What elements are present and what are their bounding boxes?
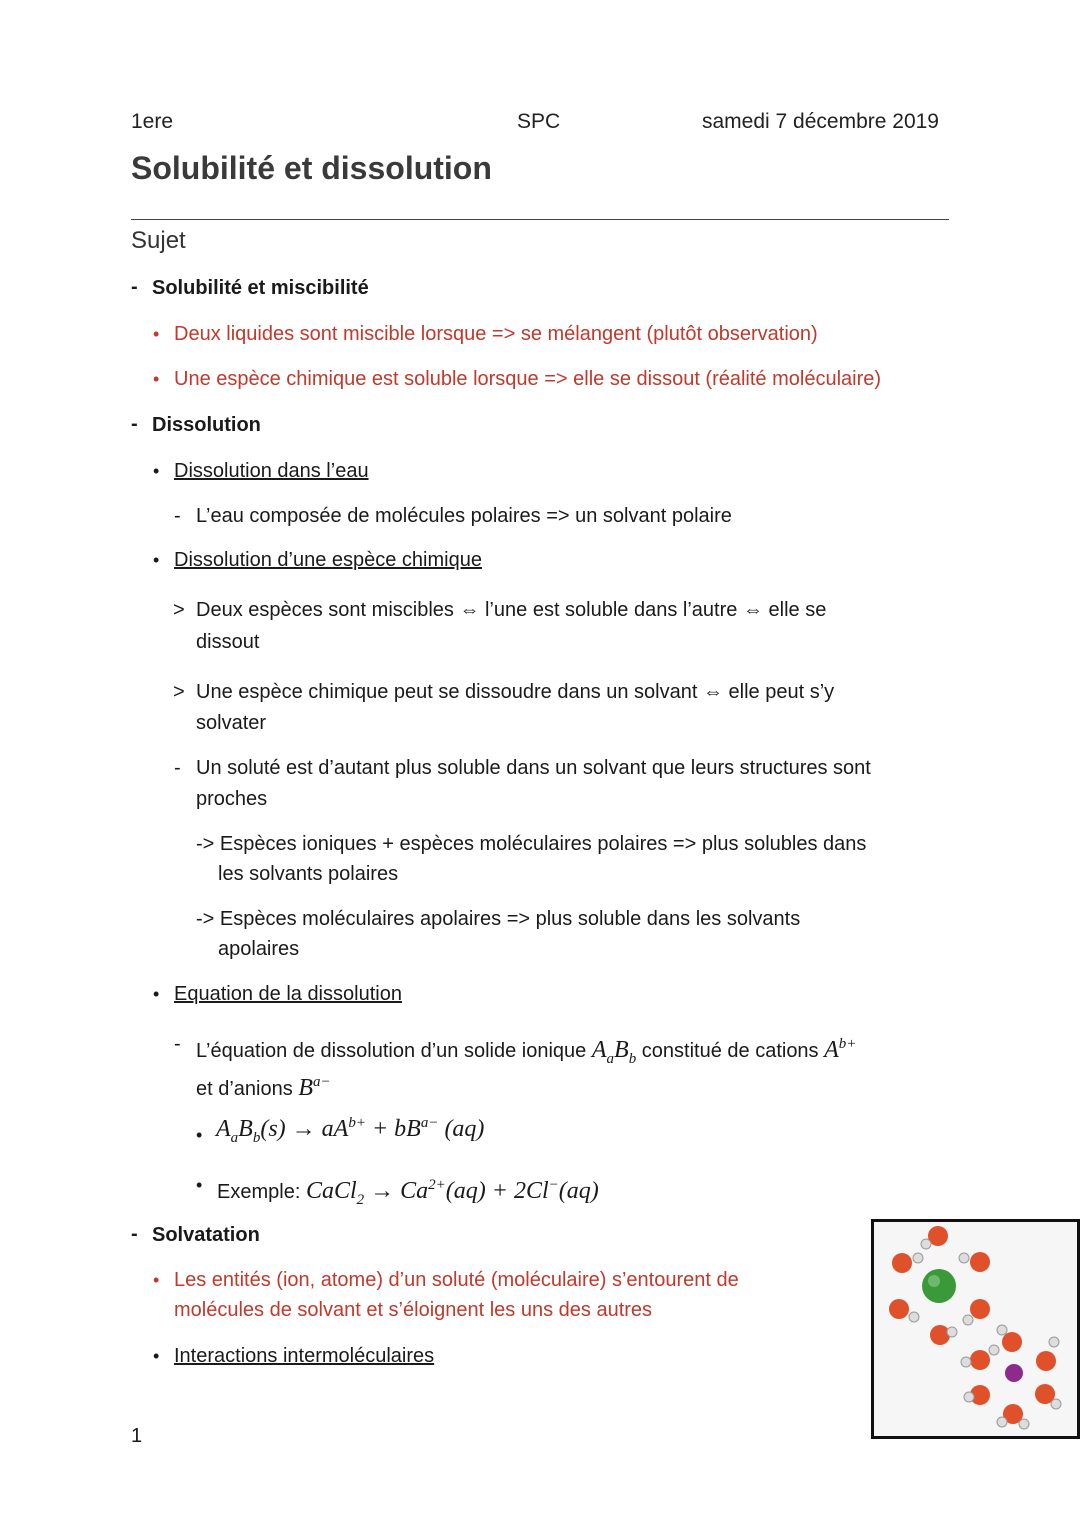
text-solvater-2: solvater: [196, 712, 267, 734]
dash-marker: -: [131, 413, 138, 435]
sub-dissolution-eau: Dissolution dans l’eau: [174, 460, 369, 482]
header-date: samedi 7 décembre 2019: [702, 110, 939, 133]
text-ioniques-2: les solvants polaires: [218, 863, 399, 885]
text-cations: constitué de cations: [641, 1040, 819, 1062]
text-soluble: Une espèce chimique est soluble lorsque => elle se dissout (réalité moléculaire): [174, 368, 882, 390]
heading-solvatation: Solvatation: [152, 1224, 260, 1246]
dash-marker: -: [131, 1223, 138, 1245]
text-structures-2: proches: [196, 788, 268, 810]
heading-dissolution: Dissolution: [152, 414, 261, 436]
text-anions: et d’anions: [196, 1078, 293, 1100]
text-apolaires-2: apolaires: [218, 938, 300, 960]
page-title: Solubilité et dissolution: [131, 150, 492, 186]
greater-than-icon: >: [173, 681, 185, 703]
text-miscible: Deux liquides sont miscible lorsque => se mélangent (plutôt observation): [174, 323, 818, 345]
solvation-figure: [871, 1219, 1080, 1439]
bullet-icon: •: [196, 1125, 203, 1145]
bullet-icon: •: [153, 1346, 160, 1366]
bullet-icon: •: [153, 369, 160, 389]
header-subject: SPC: [517, 110, 561, 133]
text-solvatation-1: Les entités (ion, atome) d’un soluté (moléculaire) s’entourent de: [174, 1269, 739, 1291]
bullet-icon: •: [196, 1175, 203, 1195]
text-apolaires-1: -> Espèces moléculaires apolaires => plus soluble dans les solvants: [196, 908, 801, 930]
text-miscibles-1: Deux espèces sont miscibles ⇔ l’une est soluble dans l’autre ⇔ elle se: [196, 599, 827, 621]
dash-marker: -: [174, 505, 181, 527]
bullet-icon: •: [153, 550, 160, 570]
section-heading: Sujet: [131, 227, 186, 254]
dash-marker: -: [174, 1033, 181, 1055]
text-example-label: Exemple:: [217, 1181, 301, 1203]
formula-general-equation: $A_aB_b(s) \to aA^{b+} + bB^{a-}$ (aq): [216, 1115, 485, 1146]
bullet-icon: •: [153, 461, 160, 481]
dash-marker: -: [174, 757, 181, 779]
sub-dissolution-espece: Dissolution d’une espèce chimique: [174, 549, 482, 571]
text-solvater-1: Une espèce chimique peut se dissoudre dans un solvant ⇔ elle peut s’y: [196, 681, 835, 703]
bullet-icon: •: [153, 984, 160, 1004]
sub-interactions: Interactions intermoléculaires: [174, 1345, 435, 1367]
text-structures-1: Un soluté est d’autant plus soluble dans un solvant que leurs structures sont: [196, 757, 871, 779]
formula-cation: $A^{b+}$: [824, 1036, 857, 1063]
text-solvatation-2: molécules de solvant et s’éloignent les uns des autres: [174, 1299, 653, 1321]
formula-AaBb: $A_aB_b$: [591, 1037, 637, 1067]
heading-solubilite: Solubilité et miscibilité: [152, 277, 369, 299]
solvation-illustration: [874, 1222, 1077, 1436]
page-number: 1: [131, 1425, 143, 1447]
text-ioniques-1: -> Espèces ioniques + espèces moléculaires polaires => plus solubles dans: [196, 833, 867, 855]
text-eau-polaire: L’eau composée de molécules polaires => un solvant polaire: [196, 505, 732, 527]
formula-example: CaCl$_2$ → $Ca^{2+}(aq) + 2Cl^-(aq)$: [305, 1177, 599, 1208]
example-line: [217, 1170, 599, 1216]
text-equation-intro: L’équation de dissolution d’un solide ionique: [196, 1040, 587, 1062]
equation-line-2: [196, 1067, 331, 1105]
header-class: 1ere: [131, 110, 174, 133]
dash-marker: -: [131, 276, 138, 298]
formula-anion: $B^{a-}$: [298, 1074, 331, 1101]
bullet-icon: •: [153, 324, 160, 344]
title-divider: [131, 219, 949, 220]
text-miscibles-2: dissout: [196, 631, 260, 653]
sub-equation: Equation de la dissolution: [174, 983, 402, 1005]
bullet-icon: •: [153, 1270, 160, 1290]
greater-than-icon: >: [173, 599, 185, 621]
